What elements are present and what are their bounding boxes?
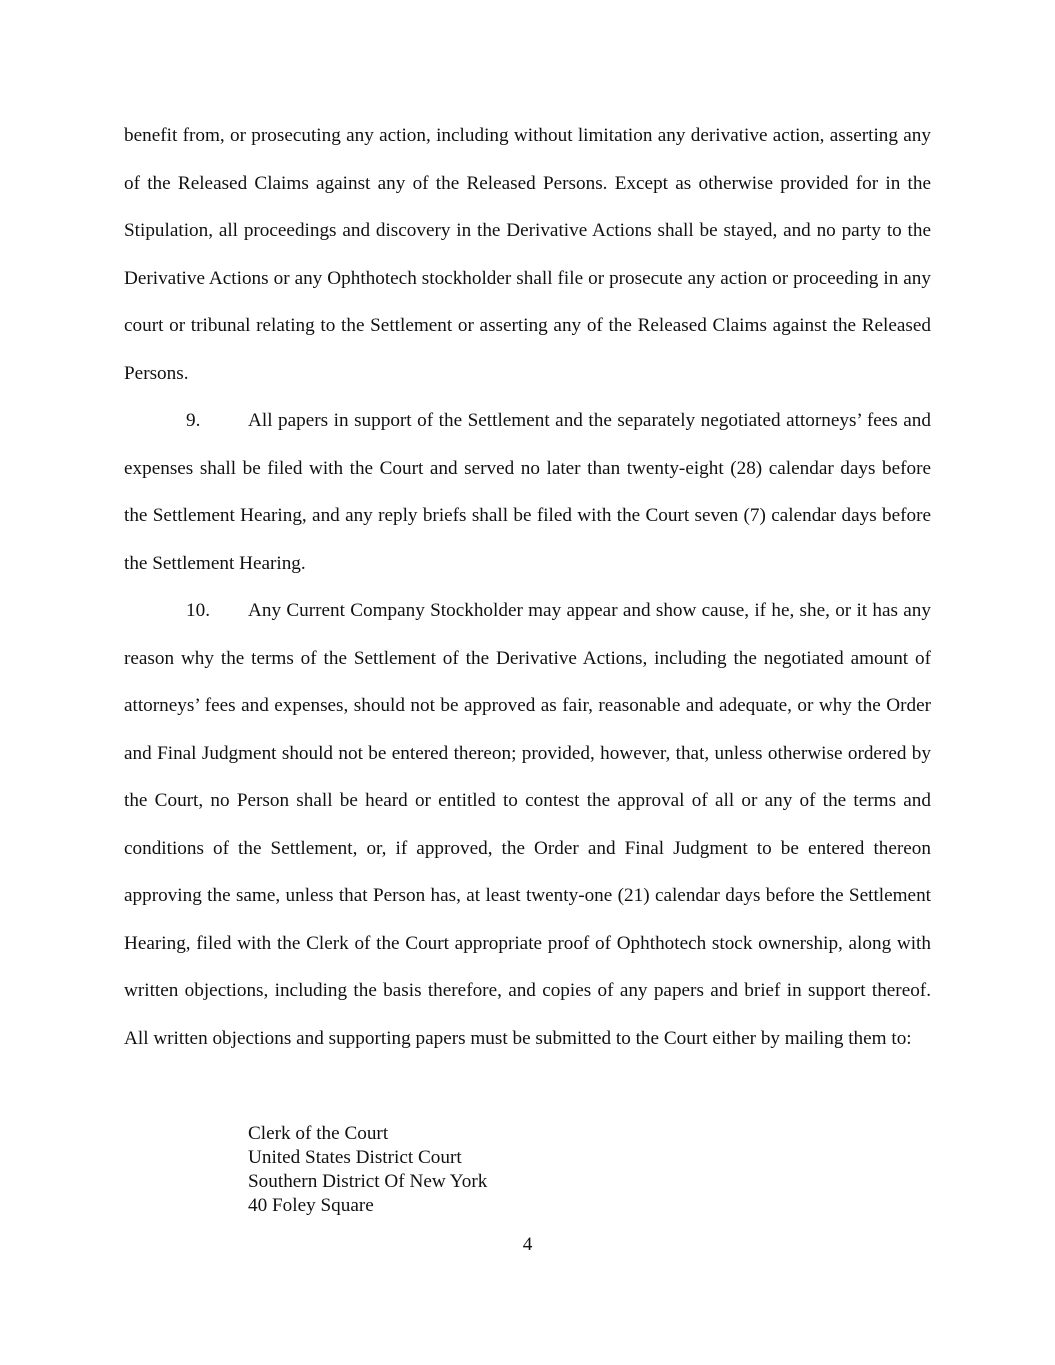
- address-line: Clerk of the Court: [248, 1123, 389, 1144]
- paragraph-text: benefit from, or prosecuting any action, including without limitation any derivative action, asserting any of the Released Claims against any of the Released Persons. Except as otherwise provided for in the Stipulation, all proceedings and discovery in the Derivative Actions shall be stayed, and no party to the Derivative Actions or any Ophthotech stockholder shall file or prosecute any action or proceeding in any court or tribunal relating to the Settlement or asserting any of the Released Claims against the Released Persons.: [124, 125, 931, 384]
- document-body: [124, 112, 931, 1062]
- paragraph-text: All papers in support of the Settlement and the separately negotiated attorneys’ fees and expenses shall be filed with the Court and served no later than twenty-eight (28) calendar days before the Settlement Hearing, and any reply briefs shall be filed with the Court seven (7) calendar days before the Settlement Hearing.: [124, 410, 931, 574]
- address-line: Southern District Of New York: [248, 1171, 488, 1192]
- paragraph-continuation: [124, 112, 931, 397]
- paragraph-number: 9.: [186, 410, 201, 431]
- page-number: 4: [522, 1234, 533, 1255]
- paragraph-9: [124, 397, 931, 587]
- paragraph-number: 10.: [186, 600, 210, 621]
- mailing-address-block: [248, 1122, 487, 1218]
- paragraph-10: [124, 587, 931, 1062]
- address-line: United States District Court: [248, 1147, 462, 1168]
- address-line: 40 Foley Square: [248, 1195, 374, 1216]
- paragraph-text: Any Current Company Stockholder may appear and show cause, if he, she, or it has any reason why the terms of the Settlement of the Derivative Actions, including the negotiated amount of attorneys’ fees and expenses, should not be approved as fair, reasonable and adequate, or why the Order and Final Judgment should not be entered thereon; provided, however, that, unless otherwise ordered by the Court, no Person shall be heard or entitled to contest the approval of all or any of the terms and conditions of the Settlement, or, if approved, the Order and Final Judgment to be entered thereon approving the same, unless that Person has, at least twenty-one (21) calendar days before the Settlement Hearing, filed with the Clerk of the Court appropriate proof of Ophthotech stock ownership, along with written objections, including the basis therefore, and copies of any papers and brief in support thereof. All written objections and supporting papers must be submitted to the Court either by mailing them to:: [124, 600, 931, 1049]
